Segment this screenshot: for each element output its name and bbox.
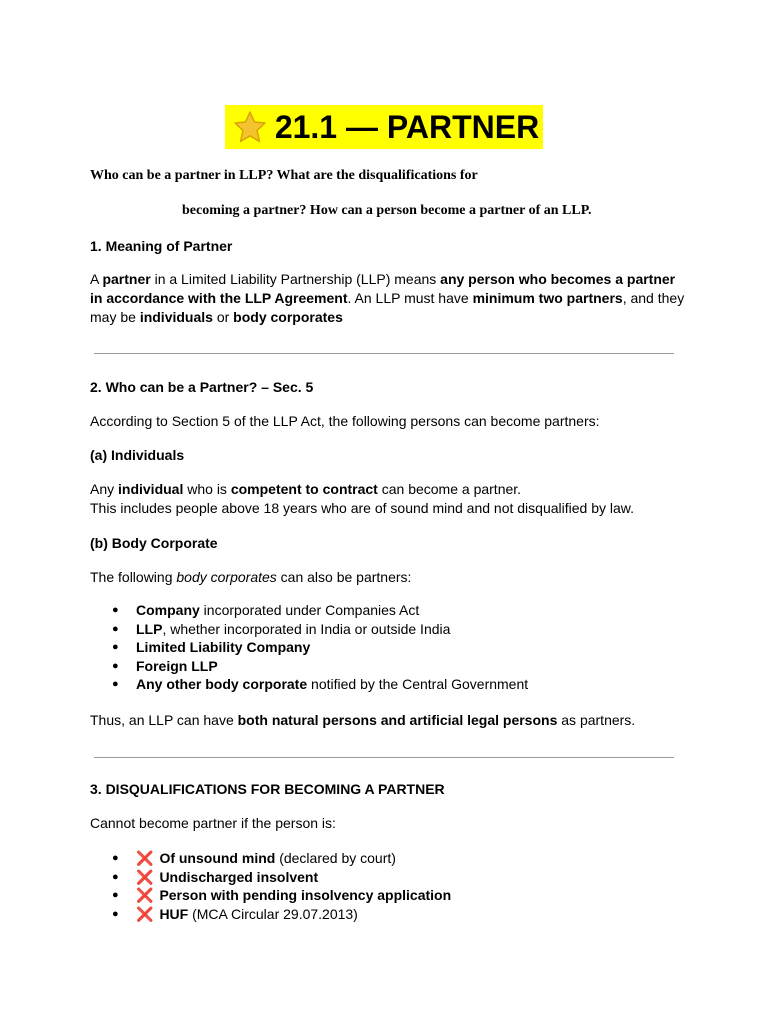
section-2-intro: According to Section 5 of the LLP Act, the following persons can become partners: <box>90 413 600 429</box>
question-line-2: becoming a partner? How can a person become a partner of an LLP. <box>182 203 592 218</box>
section-3-intro: Cannot become partner if the person is: <box>90 815 336 831</box>
divider <box>94 757 674 758</box>
body-corporate-heading: (b) Body Corporate <box>90 535 218 551</box>
list-item: ● LLP, whether incorporated in India or outside India <box>112 620 528 639</box>
cross-mark-icon: ❌ <box>136 905 154 922</box>
section-1-paragraph: A partner in a Limited Liability Partnership (LLP) means any person who becomes a partner in accordance with the LLP Agreement. An LLP must have minimum two partners, and they may be individuals or body corporates <box>90 271 685 325</box>
title-block <box>0 105 768 149</box>
list-item: ● Company incorporated under Companies Act <box>112 601 528 620</box>
list-item: ● ❌ Undischarged insolvent <box>112 868 451 887</box>
question-line-1: Who can be a partner in LLP? What are the disqualifications for <box>90 168 478 183</box>
individuals-heading: (a) Individuals <box>90 447 185 463</box>
cross-mark-icon: ❌ <box>136 868 154 885</box>
list-item: ● ❌ HUF (MCA Circular 29.07.2013) <box>112 905 451 924</box>
title-text: 21.1 — PARTNER <box>274 109 540 145</box>
list-item: ● ❌ Of unsound mind (declared by court) <box>112 849 451 868</box>
cross-mark-icon: ❌ <box>136 887 154 903</box>
body-corporate-intro: The following body corporates can also be partners: <box>90 569 412 585</box>
section-2-summary: Thus, an LLP can have both natural persons and artificial legal persons as partners. <box>90 712 636 728</box>
individuals-paragraph: Any individual who is competent to contract can become a partner. This includes people above 18 years who are of sound mind and not disqualified by law. <box>90 481 635 516</box>
cross-mark-icon: ❌ <box>136 850 154 866</box>
section-2-heading: 2. Who can be a Partner? – Sec. 5 <box>90 379 314 395</box>
list-item: ● ❌ Person with pending insolvency application <box>112 886 451 905</box>
section-3-heading: 3. DISQUALIFICATIONS FOR BECOMING A PARTNER <box>90 781 445 797</box>
list-item: ● Any other body corporate notified by the Central Government <box>112 675 528 694</box>
body-corporate-list <box>112 601 528 694</box>
list-item: ● Limited Liability Company <box>112 638 528 657</box>
list-item: ● Foreign LLP <box>112 657 528 676</box>
disqualification-list <box>112 849 451 923</box>
page-title <box>225 105 543 149</box>
star-icon <box>233 110 267 144</box>
section-1-heading: 1. Meaning of Partner <box>90 238 233 254</box>
divider <box>94 353 674 354</box>
